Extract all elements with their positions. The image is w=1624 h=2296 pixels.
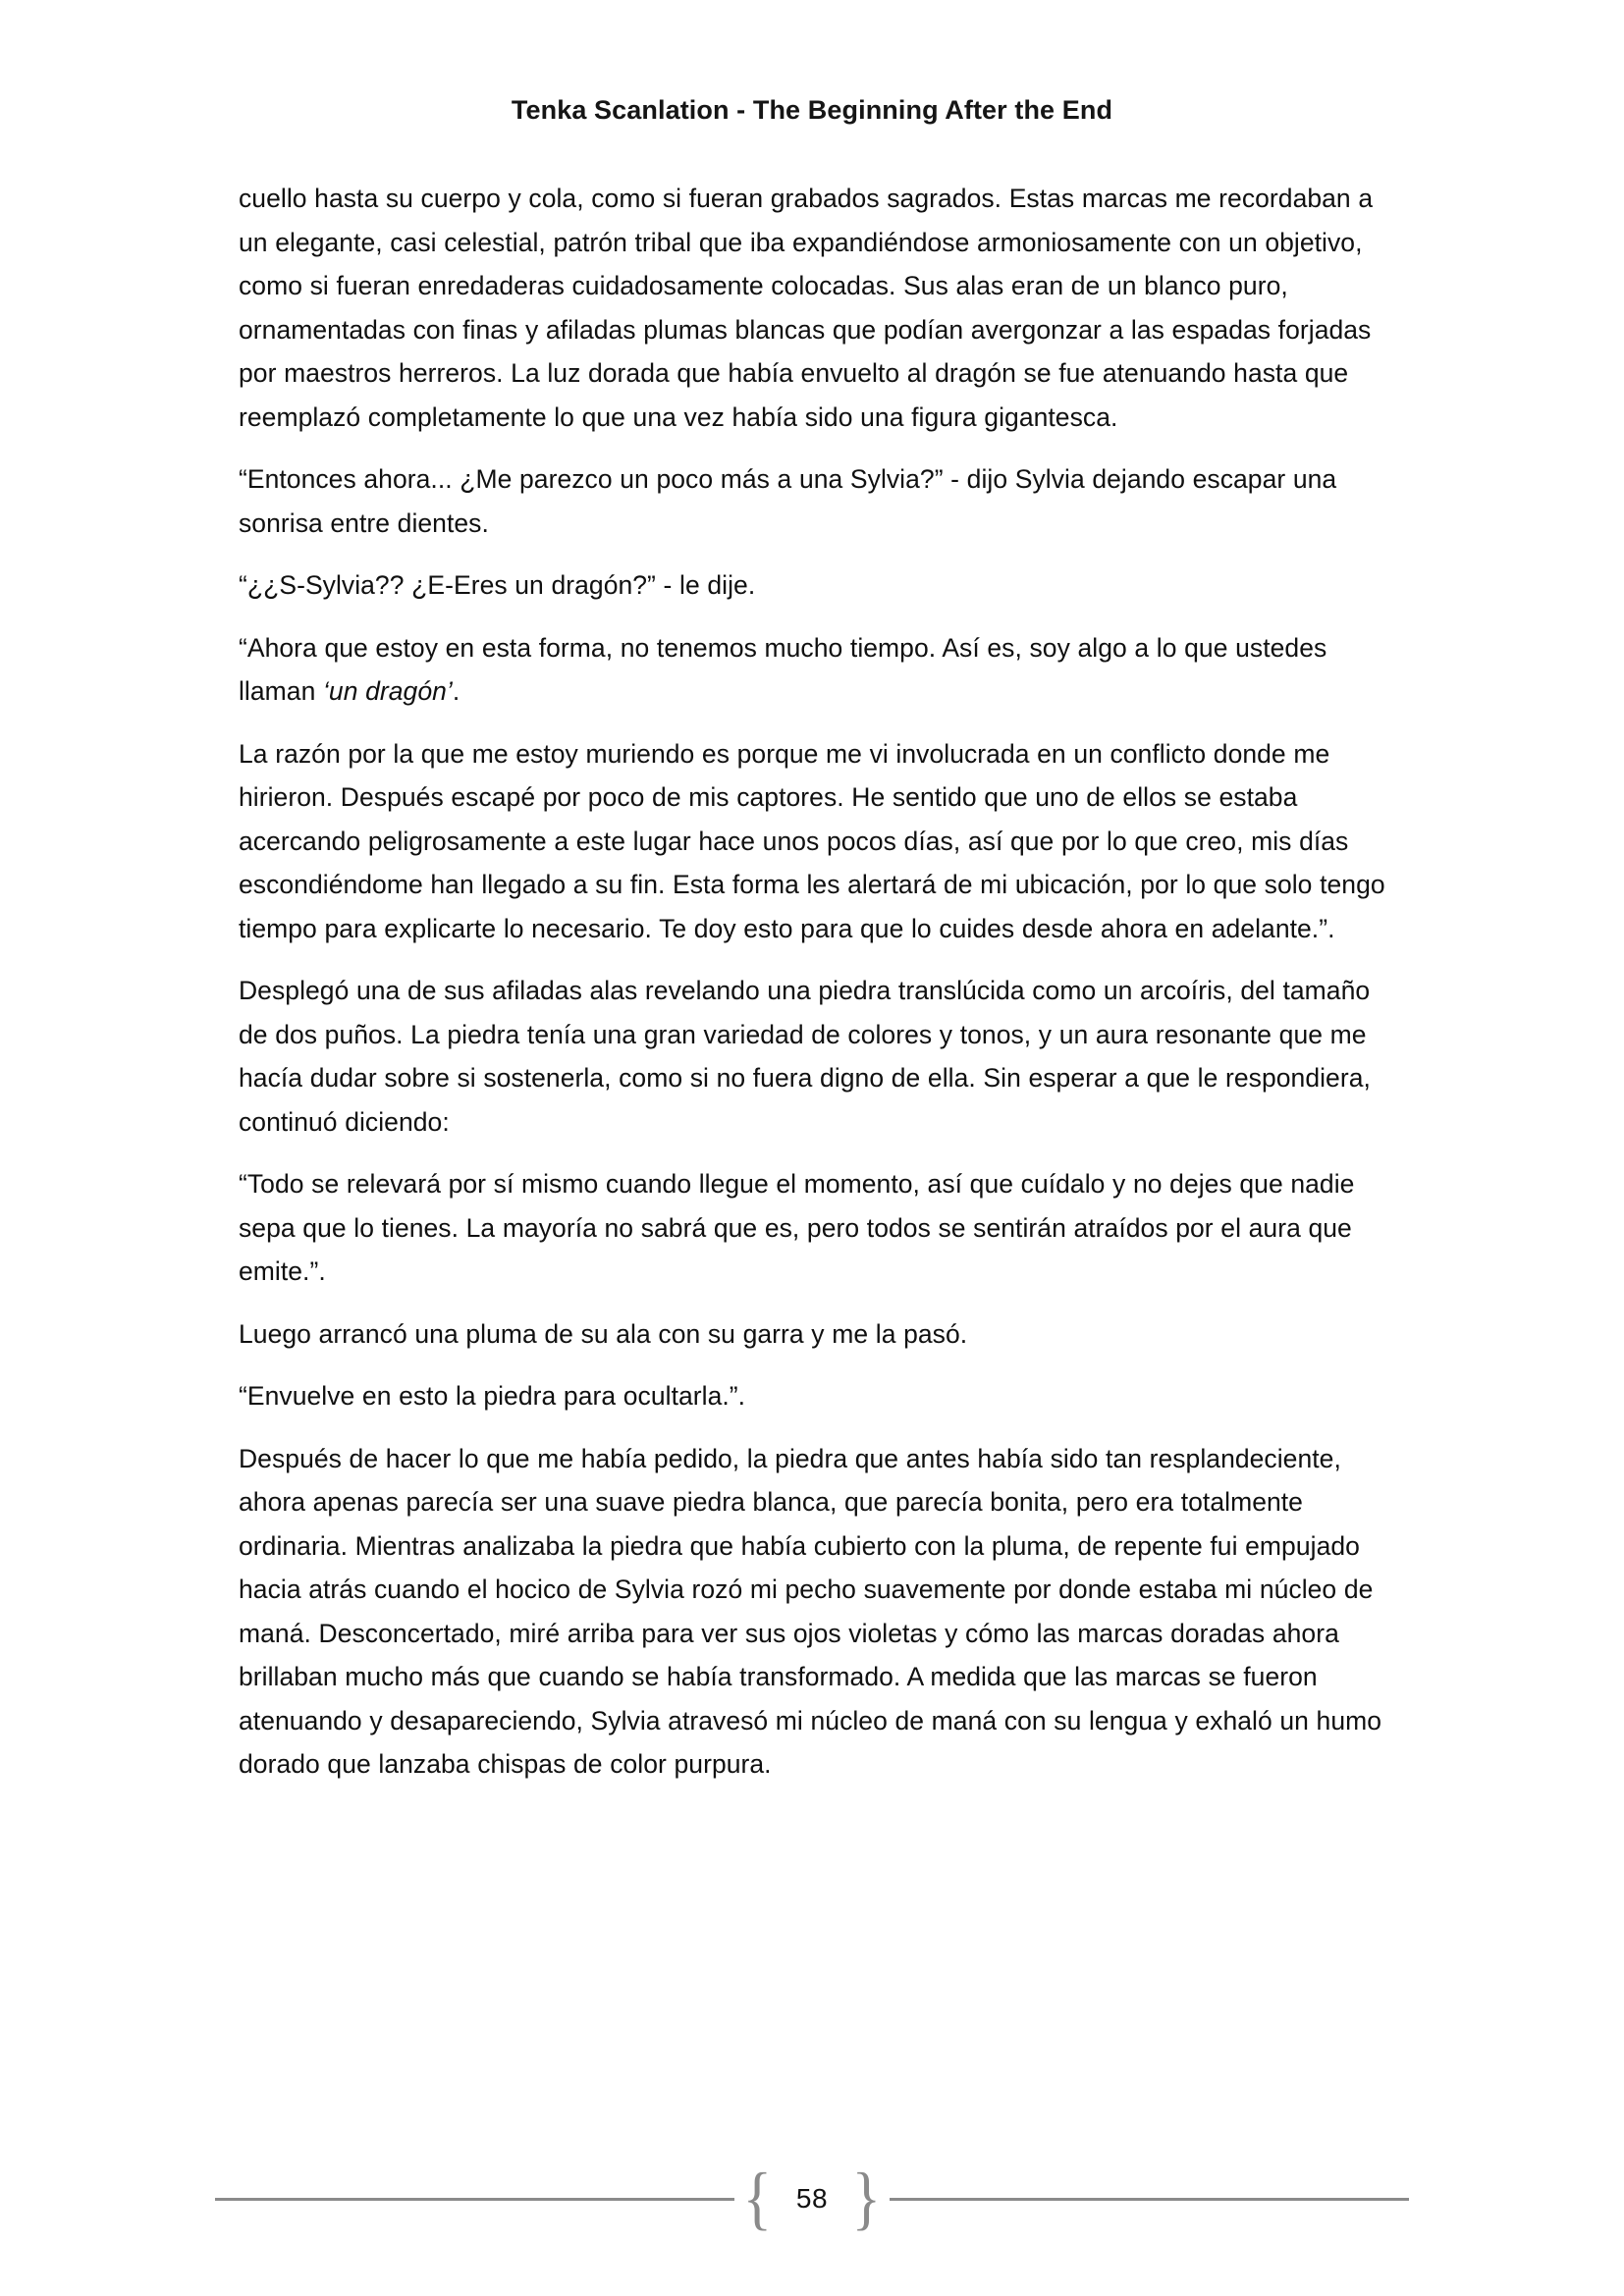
paragraph-with-italic [239, 626, 1385, 714]
paragraph: “¿¿S-Sylvia?? ¿E-Eres un dragón?” - le dije. [239, 570, 756, 601]
footer-rule-group [215, 2159, 1409, 2238]
page-header-title: Tenka Scanlation - The Beginning After the End [511, 95, 1113, 125]
italic-emphasis: ‘un dragón’ [322, 676, 453, 707]
paragraph-text-segment: . [452, 676, 460, 707]
paragraph: Desplegó una de sus afiladas alas revelando una piedra translúcida como un arcoíris, del tamaño de dos puños. La piedra tenía una gran variedad de colores y tonos, y un aura resonante que me hacía dudar sobre si sostenerla, como si no fuera digno de ella. Sin esperar a que le respondiera, continuó diciendo: [239, 976, 1371, 1137]
paragraph: cuello hasta su cuerpo y cola, como si fueran grabados sagrados. Estas marcas me recordaban a un elegante, casi celestial, patrón tribal que iba expandiéndose armoniosamente con un objetivo, como si fueran enredaderas cuidadosamente colocadas. Sus alas eran de un blanco puro, ornamentadas con finas y afiladas plumas blancas que podían avergonzar a las espadas forjadas por maestros herreros. La luz dorada que había envuelto al dragón se fue atenuando hasta que reemplazó completamente lo que una vez había sido una figura gigantesca. [239, 184, 1374, 432]
page-footer [0, 2085, 1624, 2296]
right-brace-icon: } [851, 2159, 882, 2238]
paragraph-text-segment: “Ahora que estoy en esta forma, no tenemos mucho tiempo. Así es, soy algo a lo que ustedes llaman [239, 632, 1327, 707]
page-number: 58 [795, 2183, 829, 2215]
paragraph: “Envuelve en esto la piedra para ocultarla.”. [239, 1381, 746, 1412]
footer-rule-left [215, 2198, 734, 2201]
left-brace-icon: { [742, 2159, 773, 2238]
paragraph: “Entonces ahora... ¿Me parezco un poco más a una Sylvia?” - dijo Sylvia dejando escapar una sonrisa entre dientes. [239, 464, 1337, 538]
page-number-group [734, 2159, 889, 2238]
footer-rule-right [890, 2198, 1409, 2201]
body-text-column [239, 177, 1385, 1805]
paragraph: La razón por la que me estoy muriendo es porque me vi involucrada en un conflicto donde me hirieron. Después escapé por poco de mis captores. He sentido que uno de ellos se estaba acercando peligrosamente a este lugar hace unos pocos días, así que por lo que creo, mis días escondiéndome han llegado a su fin. Esta forma les alertará de mi ubicación, por lo que solo tengo tiempo para explicarte lo necesario. Te doy esto para que lo cuides desde ahora en adelante.”. [239, 738, 1385, 943]
paragraph: Luego arrancó una pluma de su ala con su garra y me la pasó. [239, 1318, 968, 1349]
paragraph: “Todo se relevará por sí mismo cuando llegue el momento, así que cuídalo y no dejes que nadie sepa que lo tienes. La mayoría no sabrá que es, pero todos se sentirán atraídos por el aura que emite.”. [239, 1169, 1355, 1287]
paragraph: Después de hacer lo que me había pedido, la piedra que antes había sido tan resplandeciente, ahora apenas parecía ser una suave piedra blanca, que parecía bonita, pero era totalmente ordinaria. Mientras analizaba la piedra que había cubierto con la pluma, de repente fui empujado hacia atrás cuando el hocico de Sylvia rozó mi pecho suavemente por donde estaba mi núcleo de maná. Desconcertado, miré arriba para ver sus ojos violetas y cómo las marcas doradas ahora brillaban mucho más que cuando se había transformado. A medida que las marcas se fueron atenuando y desapareciendo, Sylvia atravesó mi núcleo de maná con su lengua y exhaló un humo dorado que lanzaba chispas de color purpura. [239, 1443, 1382, 1780]
